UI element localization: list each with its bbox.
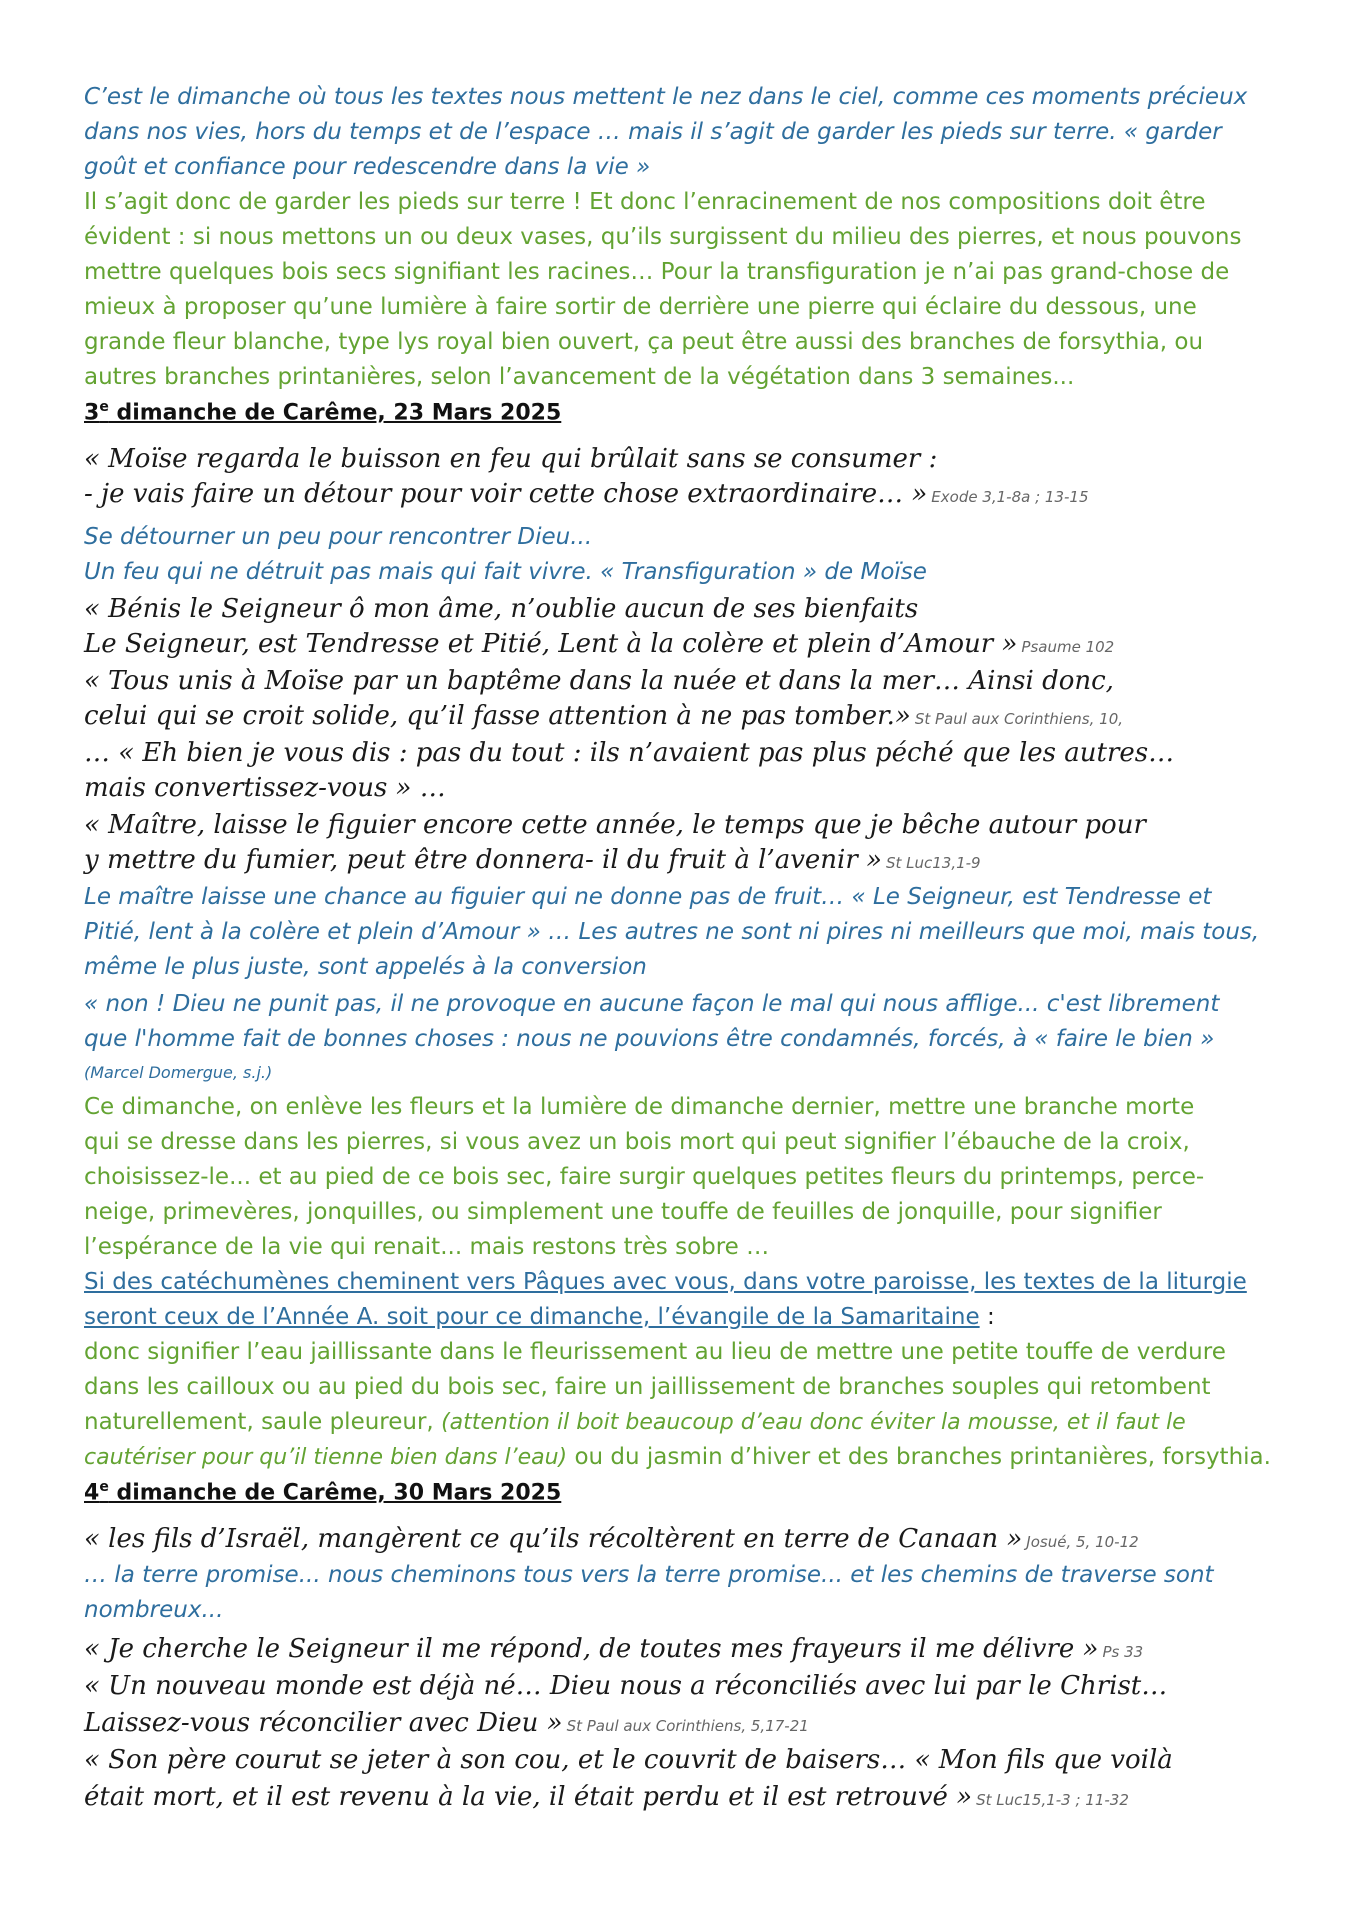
intro-blue-line-3: goût et confiance pour redescendre dans la vie » (84, 154, 651, 180)
section-4-heading: 4e dimanche de Carême, 30 Mars 2025 (84, 1479, 562, 1506)
s3-comment-2: Un feu qui ne détruit pas mais qui fait vivre. « Transfiguration » de Moïse (84, 559, 927, 585)
s3-quote-4a: … « Eh bien je vous dis : pas du tout : ils n’avaient pas plus péché que les autres… (84, 738, 1175, 768)
s4-quote-4-ref: St Luc15,1-3 ; 11-32 (976, 1791, 1129, 1809)
intro-green-line-3: mettre quelques bois secs signifiant les racines… Pour la transfiguration je n’ai pas grand-chose de (84, 259, 1230, 285)
s4-quote-2: « Je cherche le Seigneur il me répond, de toutes mes frayeurs il me délivre » (84, 1634, 1099, 1664)
s4-quote-3-ref: St Paul aux Corinthiens, 5,17-21 (566, 1717, 809, 1735)
s3-green2-line-2: dans les cailloux ou au pied du bois sec, faire un jaillissement de branches souples qui retombent (84, 1374, 1211, 1400)
s3-quote-3b-line (84, 701, 1123, 731)
s4-quote-2-ref: Ps 33 (1102, 1643, 1144, 1661)
s3-comment-3-line-3: même le plus juste, sont appelés à la conversion (84, 954, 647, 980)
s3-green2-line-4: cautériser pour qu’il tienne bien dans l’eau) ou du jasmin d’hiver et des branches printanières, forsythia. (84, 1444, 1271, 1470)
s3-quote-5a: « Maître, laisse le figuier encore cette année, le temps que je bêche autour pour (84, 810, 1146, 840)
s4-quote-4b-line (84, 1782, 1129, 1812)
s3-quote-2b: Le Seigneur, est Tendresse et Pitié, Lent à la colère et plein d’Amour » (84, 629, 1018, 659)
s3-link-tail: : (979, 1304, 995, 1330)
s4-quote-1: « les fils d’Israël, mangèrent ce qu’ils récoltèrent en terre de Canaan » (84, 1524, 1023, 1554)
s3-comment-3-line-2: Pitié, lent à la colère et plein d’Amour » … Les autres ne sont ni pires ni meilleurs que moi, mais tous, (84, 919, 1260, 945)
s4-quote-1-ref: Josué, 5, 10-12 (1026, 1533, 1139, 1551)
s3-comment-3-line-1: Le maître laisse une chance au figuier qui ne donne pas de fruit… « Le Seigneur, est Tendresse et (84, 884, 1212, 910)
s3-quote-3b: celui qui se croit solide, qu’il fasse attention à ne pas tomber.» (84, 701, 911, 731)
s3-quote-1a: « Moïse regarda le buisson en feu qui brûlait sans se consumer : (84, 444, 938, 474)
s3-quote-1-ref: Exode 3,1-8a ; 13-15 (931, 488, 1089, 506)
s3-quote-1b-line (84, 479, 1089, 509)
s4-quote-2-line (84, 1634, 1143, 1664)
s3-quote-4b: mais convertissez-vous » … (84, 773, 446, 803)
s4-quote-1-line (84, 1524, 1139, 1554)
s4-quote-4b: était mort, et il est revenu à la vie, il était perdu et il est retrouvé » (84, 1782, 973, 1812)
s3-quote-2b-line (84, 629, 1114, 659)
s3-comment-4-line-1: « non ! Dieu ne punit pas, il ne provoque en aucune façon le mal qui nous afflige... c'est librement (84, 991, 1220, 1017)
s4-quote-3a: « Un nouveau monde est déjà né… Dieu nous a réconciliés avec lui par le Christ… (84, 1671, 1168, 1701)
s3-green-line-4: neige, primevères, jonquilles, ou simplement une touffe de feuilles de jonquille, pour signifier (84, 1199, 1162, 1225)
s3-comment-4-line-2: que l'homme fait de bonnes choses : nous ne pouvions être condamnés, forcés, à « faire le bien » (84, 1026, 1215, 1052)
intro-green-line-6: autres branches printanières, selon l’avancement de la végétation dans 3 semaines... (84, 364, 1075, 390)
intro-green-line-1: Il s’agit donc de garder les pieds sur terre ! Et donc l’enracinement de nos compositions doit être (84, 189, 1206, 215)
s3-comment-4-ref: (Marcel Domergue, s.j.) (84, 1063, 273, 1082)
s3-quote-2-ref: Psaume 102 (1021, 638, 1115, 656)
s3-link-line-2[interactable]: seront ceux de l’Année A. soit pour ce dimanche, l’évangile de la Samaritaine (84, 1304, 980, 1330)
intro-green-line-2: évident : si nous mettons un ou deux vases, qu’ils surgissent du milieu des pierres, et nous pouvons (84, 224, 1242, 250)
s3-green-line-5: l’espérance de la vie qui renait... mais restons très sobre … (84, 1234, 770, 1260)
s3-green-line-3: choisissez-le... et au pied de ce bois sec, faire surgir quelques petites fleurs du printemps, perce- (84, 1164, 1205, 1190)
s3-green2-line-3: naturellement, saule pleureur, (attention il boit beaucoup d’eau donc éviter la mousse, et il faut le (84, 1409, 1186, 1435)
s3-comment-1: Se détourner un peu pour rencontrer Dieu... (84, 524, 593, 550)
s4-comment-1b: nombreux... (84, 1597, 224, 1623)
intro-green-line-4: mieux à proposer qu’une lumière à faire sortir de derrière une pierre qui éclaire du dessous, une (84, 294, 1197, 320)
s4-quote-4a: « Son père courut se jeter à son cou, et le couvrit de baisers… « Mon fils que voilà (84, 1745, 1173, 1775)
intro-blue-line-1: C’est le dimanche où tous les textes nous mettent le nez dans le ciel, comme ces moments précieux (84, 84, 1248, 110)
s3-quote-3-ref: St Paul aux Corinthiens, 10, (914, 710, 1124, 728)
s3-quote-5-ref: St Luc13,1-9 (885, 854, 981, 872)
intro-blue-line-2: dans nos vies, hors du temps et de l’espace … mais il s’agit de garder les pieds sur terre. « garder (84, 119, 1222, 145)
s3-quote-3a: « Tous unis à Moïse par un baptême dans la nuée et dans la mer… Ainsi donc, (84, 666, 1114, 696)
s4-quote-3b-line (84, 1708, 809, 1738)
intro-green-line-5: grande fleur blanche, type lys royal bien ouvert, ça peut être aussi des branches de forsythia, ou (84, 329, 1204, 355)
s3-quote-5b-line (84, 845, 981, 875)
s3-green-line-2: qui se dresse dans les pierres, si vous avez un bois mort qui peut signifier l’ébauche de la croix, (84, 1129, 1190, 1155)
s3-green2-line-1: donc signifier l’eau jaillissante dans le fleurissement au lieu de mettre une petite touffe de verdure (84, 1339, 1226, 1365)
s4-quote-3b: Laissez-vous réconcilier avec Dieu » (84, 1708, 563, 1738)
section-3-heading: 3e dimanche de Carême, 23 Mars 2025 (84, 399, 562, 426)
s3-quote-1b: - je vais faire un détour pour voir cette chose extraordinaire… » (84, 479, 928, 509)
s3-green-line-1: Ce dimanche, on enlève les fleurs et la lumière de dimanche dernier, mettre une branche morte (84, 1094, 1195, 1120)
s3-quote-2a: « Bénis le Seigneur ô mon âme, n’oublie aucun de ses bienfaits (84, 594, 919, 624)
s3-quote-5b: y mettre du fumier, peut être donnera- il du fruit à l’avenir » (84, 845, 882, 875)
s4-comment-1a: … la terre promise... nous cheminons tous vers la terre promise... et les chemins de traverse sont (84, 1562, 1214, 1588)
s3-link-line-2-wrap (84, 1304, 995, 1330)
s3-link-line-1[interactable]: Si des catéchumènes cheminent vers Pâques avec vous, dans votre paroisse, les textes de la liturgie (84, 1269, 1247, 1295)
